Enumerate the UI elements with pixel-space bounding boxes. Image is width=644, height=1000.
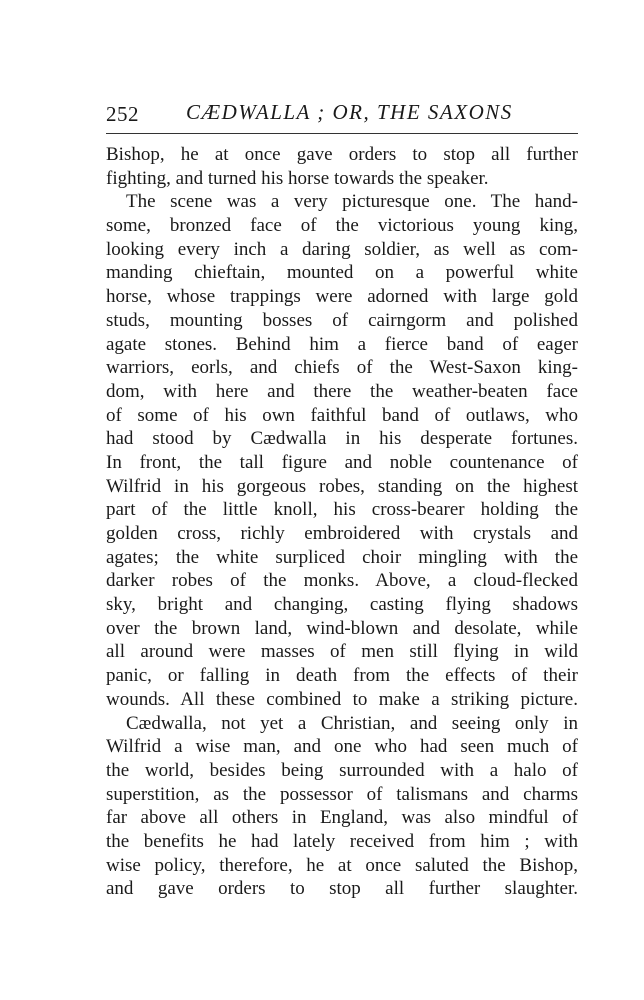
text-line: of some of his own faithful band of outlaws, who	[106, 404, 578, 426]
header-rule	[106, 133, 578, 134]
text-line: Bishop, he at once gave orders to stop all further	[106, 144, 578, 165]
text-line: sky, bright and changing, casting flying shadows	[106, 594, 578, 616]
text-line: and gave orders to stop all further slaughter.	[106, 878, 578, 900]
text-line: warriors, eorls, and chiefs of the West-Saxon king-	[106, 357, 578, 379]
text-line: agates; the white surpliced choir mingling with the	[106, 546, 578, 568]
text-line: panic, or falling in death from the effects of their	[106, 665, 578, 687]
text-line: studs, mounting bosses of cairngorm and polished	[106, 309, 578, 331]
text-line: In front, the tall figure and noble countenance of	[106, 451, 578, 473]
running-head	[106, 96, 578, 128]
text-line: The scene was a very picturesque one. The hand-	[126, 191, 578, 213]
text-line: dom, with here and there the weather-beaten face	[106, 380, 578, 402]
text-line: wise policy, therefore, he at once saluted the Bishop,	[106, 854, 578, 876]
text-line: had stood by Cædwalla in his desperate fortunes.	[106, 428, 578, 450]
text-line: Cædwalla, not yet a Christian, and seeing only in	[126, 712, 578, 734]
text-line: the benefits he had lately received from him ; with	[106, 830, 578, 852]
text-line: looking every inch a daring soldier, as well as com-	[106, 238, 578, 260]
page-number: 252	[106, 102, 139, 126]
body-text	[106, 143, 578, 901]
text-line: superstition, as the possessor of talismans and charms	[106, 783, 578, 805]
text-line: far above all others in England, was also mindful of	[106, 807, 578, 829]
text-line: Wilfrid in his gorgeous robes, standing on the highest	[106, 475, 578, 497]
text-line: horse, whose trappings were adorned with large gold	[106, 286, 578, 308]
text-line: fighting, and turned his horse towards the speaker.	[106, 167, 489, 189]
text-line: some, bronzed face of the victorious young king,	[106, 215, 578, 237]
text-line: part of the little knoll, his cross-bearer holding the	[106, 499, 578, 521]
text-line: golden cross, richly embroidered with crystals and	[106, 523, 578, 544]
text-line: manding chieftain, mounted on a powerful white	[106, 262, 578, 284]
running-title: CÆDWALLA ; OR, THE SAXONS	[186, 100, 513, 124]
text-line: darker robes of the monks. Above, a cloud-flecked	[106, 570, 578, 592]
text-line: the world, besides being surrounded with a halo of	[106, 759, 578, 781]
text-line: over the brown land, wind-blown and desolate, while	[106, 617, 578, 639]
text-line: Wilfrid a wise man, and one who had seen much of	[106, 736, 578, 758]
text-line: wounds. All these combined to make a striking picture.	[106, 688, 578, 710]
text-line: all around were masses of men still flying in wild	[106, 641, 578, 663]
text-line: agate stones. Behind him a fierce band of eager	[106, 333, 578, 355]
